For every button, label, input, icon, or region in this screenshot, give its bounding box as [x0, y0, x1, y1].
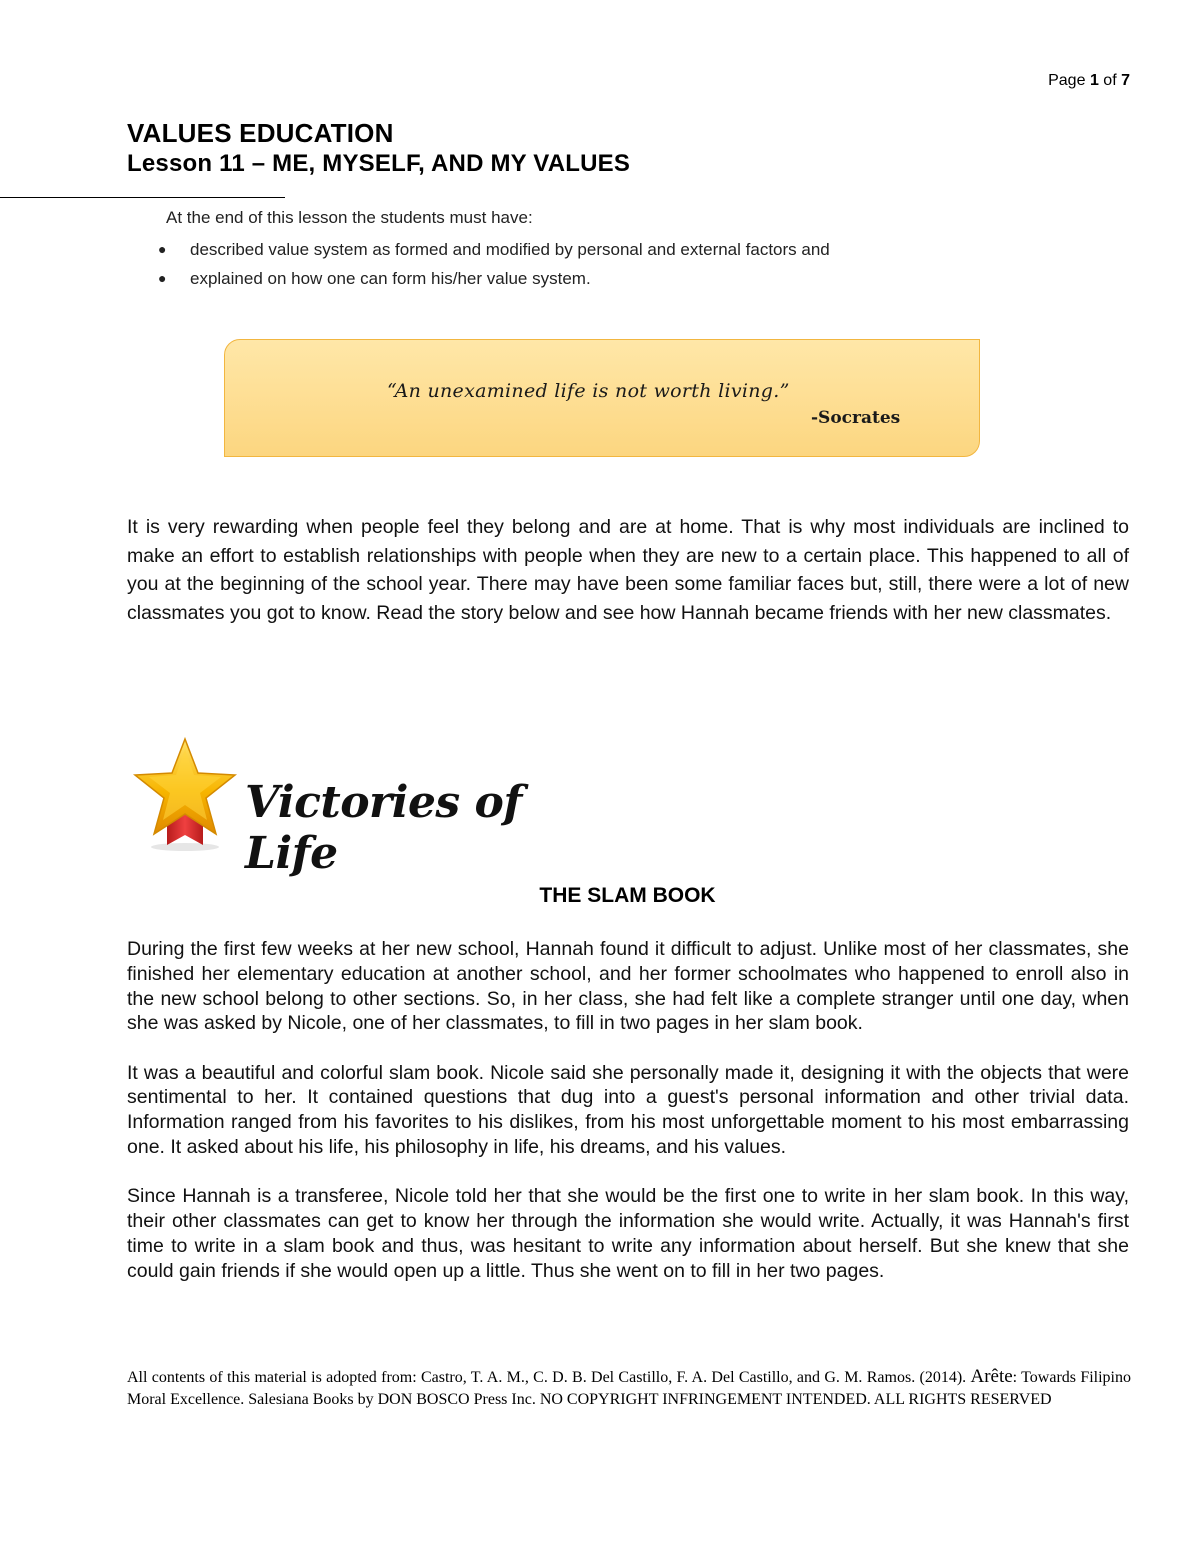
story-paragraph: Since Hannah is a transferee, Nicole told her that she would be the first one to write in her slam book. In this way, their other classmates can get to know her through the information she would write. Actually, it was Hannah's first time to write in a slam book and thus, was hesitant to write any information about herself. But she knew that she could gain friends if she would open up a little. Thus she went on to fill in her two pages.	[127, 1185, 1129, 1282]
banner-title: Victories of Life	[245, 777, 522, 879]
title-block	[127, 117, 630, 179]
story-paragraph: It was a beautiful and colorful slam book. Nicole said she personally made it, designing it with the objects that were sentimental to her. It contained questions that dug into a guest's personal information and other trivial data. Information ranged from his favorites to his dislikes, from his most unforgettable moment to his most embarrassing one. It asked about his life, his philosophy in life, his dreams, and his values.	[127, 1061, 1129, 1159]
victories-banner	[127, 735, 587, 879]
subject-title: VALUES EDUCATION	[127, 118, 394, 148]
quote-author: -Socrates	[811, 408, 901, 428]
story-body	[127, 937, 1129, 1308]
quote-text: “An unexamined life is not worth living.”	[387, 380, 790, 402]
objectives-intro: At the end of this lesson the students must have:	[166, 208, 533, 227]
book-title: Arête	[970, 1366, 1013, 1387]
credits-footnote	[127, 1366, 1131, 1411]
story-title: THE SLAM BOOK	[539, 884, 716, 907]
credits-text: All contents of this material is adopted from: Castro, T. A. M., C. D. B. Del Castillo, F. A. Del Castillo, and G. M. Ramos. (2014).	[127, 1369, 967, 1386]
page-total: 7	[1121, 72, 1130, 89]
quote-box	[224, 339, 980, 457]
learning-objectives	[158, 207, 830, 293]
lesson-title: Lesson 11 – ME, MYSELF, AND MY VALUES	[127, 150, 631, 177]
credits-text-rest: : Towards Filipino Moral Excellence. Salesiana Books by DON BOSCO Press Inc. NO COPYRIGHT INFRINGEMENT INTENDED. ALL RIGHTS RESERVED	[127, 1369, 1131, 1408]
star-medal-icon	[127, 735, 243, 853]
objective-item	[158, 264, 830, 293]
bullet-icon: ●	[158, 270, 167, 286]
page-number	[1048, 72, 1130, 90]
story-paragraph: During the first few weeks at her new school, Hannah found it difficult to adjust. Unlike most of her classmates, she finished her elementary education at another school, and her former schoolmates who happened to enroll also in the new school belong to other sections. So, in her class, she had felt like a complete stranger until one day, when she was asked by Nicole, one of her classmates, to fill in two pages in her slam book.	[127, 938, 1129, 1035]
objective-text: described value system as formed and modified by personal and external factors and	[190, 240, 830, 259]
page-of: of	[1103, 72, 1117, 89]
bullet-icon: ●	[158, 241, 167, 257]
page-current: 1	[1089, 72, 1099, 89]
objective-item	[158, 235, 830, 264]
intro-paragraph: It is very rewarding when people feel they belong and are at home. That is why most individuals are inclined to make an effort to establish relationships with people when they are new to a certain place. This happened to all of you at the beginning of the school year. There may have been some familiar faces but, still, there were a lot of new classmates you got to know. Read the story below and see how Hannah became friends with her new classmates.	[127, 516, 1129, 625]
objective-text: explained on how one can form his/her value system.	[190, 269, 591, 288]
title-divider	[0, 197, 285, 198]
objectives-list	[158, 235, 830, 293]
page-label: Page	[1048, 72, 1086, 89]
